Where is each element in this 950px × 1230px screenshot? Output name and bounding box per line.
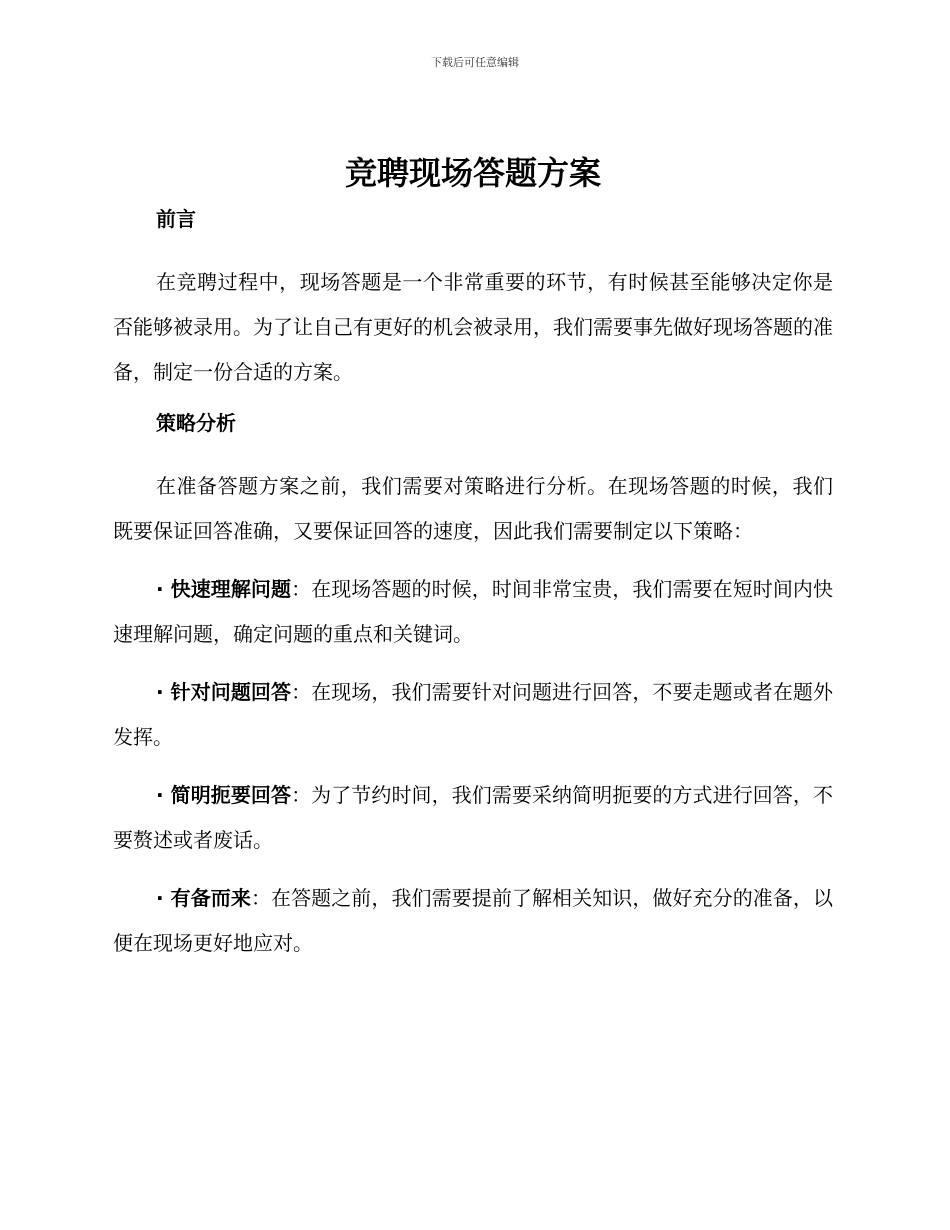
document-title: 竞聘现场答题方案: [344, 154, 601, 192]
page-header-note: 下载后可任意编辑: [431, 56, 519, 69]
bullet-label: · 简明扼要回答: [156, 783, 292, 807]
strategy-paragraph: 在准备答题方案之前，我们需要对策略进行分析。在现场答题的时候，我们既要保证回答准确，又要保证回答的速度，因此我们需要制定以下策略：: [113, 474, 833, 543]
bullet-text: ：在答题之前，我们需要提前了解相关知识，做好充分的准备，以便在现场更好地应对。: [113, 886, 834, 955]
section-heading-strategy: 策略分析: [156, 411, 236, 435]
section-heading-intro: 前言: [156, 207, 196, 231]
bullet-label: · 有备而来: [156, 886, 251, 910]
bullet-item: [113, 773, 833, 863]
bullet-text: ：在现场，我们需要针对问题进行回答，不要走题或者在题外发挥。: [113, 680, 833, 749]
bullet-item: [113, 876, 833, 966]
bullet-item: [113, 670, 833, 760]
bullet-label: · 快速理解问题: [156, 577, 292, 601]
bullet-text: ：在现场答题的时候，时间非常宝贵，我们需要在短时间内快速理解问题，确定问题的重点和关键词。: [113, 577, 833, 646]
bullet-item: [113, 567, 833, 657]
bullet-text: ：为了节约时间，我们需要采纳简明扼要的方式进行回答，不要赘述或者废话。: [113, 783, 833, 852]
intro-paragraph: 在竞聘过程中，现场答题是一个非常重要的环节，有时候甚至能够决定你是否能够被录用。为了让自己有更好的机会被录用，我们需要事先做好现场答题的准备，制定一份合适的方案。: [113, 270, 833, 384]
bullet-label: · 针对问题回答: [156, 680, 292, 704]
document-body: [113, 150, 833, 966]
